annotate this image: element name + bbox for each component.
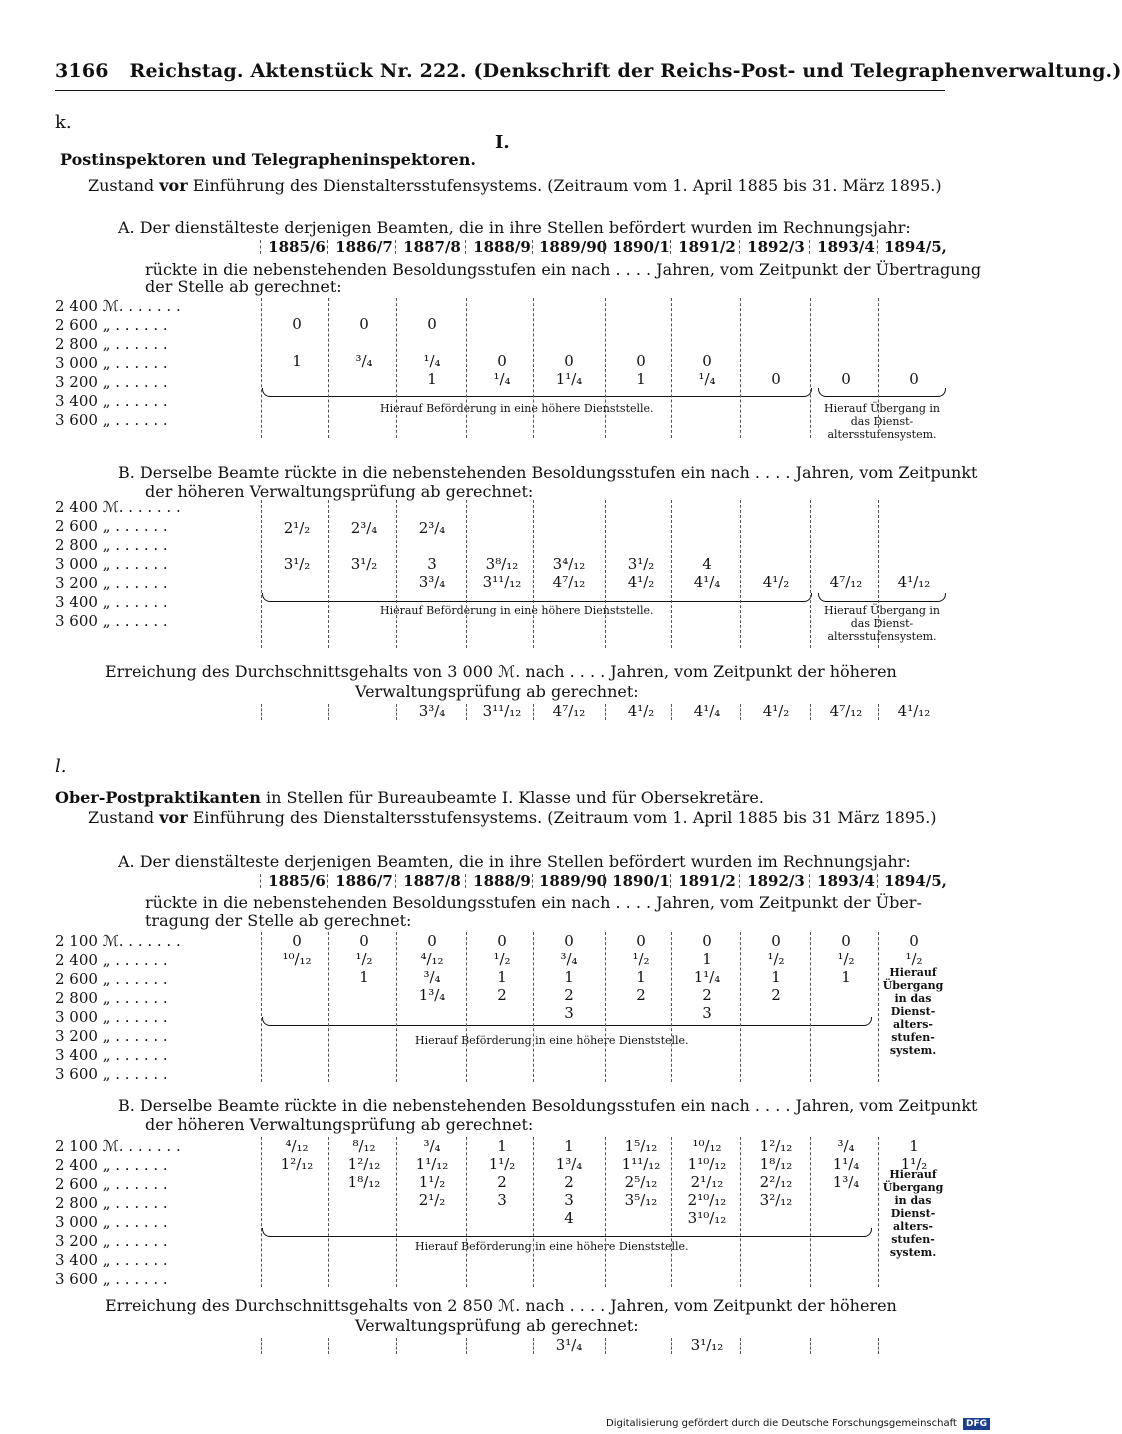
- k-b_rows-column-line: [740, 500, 741, 648]
- l-a_rows-cell: 0: [909, 932, 919, 950]
- k-level-5: 3 400 „ . . . . . .: [55, 593, 168, 611]
- k-a-brace-uebergang: [818, 388, 946, 397]
- k-a_rows-column-line: [605, 298, 606, 438]
- l-a_rows-cell: 0: [427, 932, 437, 950]
- k-year-9: 1894/5,: [884, 238, 947, 256]
- l-b_rows-cell: 2¹/₂: [418, 1191, 446, 1209]
- k-year-divider: [809, 240, 810, 254]
- l-year-1: 1886/7: [335, 872, 393, 890]
- k-b_rows-cell: 4⁷/₁₂: [552, 573, 586, 591]
- l-level-5: 3 200 „ . . . . . .: [55, 1232, 168, 1250]
- l-b_rows-cell: 2¹/₁₂: [690, 1173, 724, 1191]
- k-level-3: 3 000 „ . . . . . .: [55, 354, 168, 372]
- l-a_rows-column-line: [671, 932, 672, 1082]
- l-level-6: 3 400 „ . . . . . .: [55, 1046, 168, 1064]
- k-year-6: 1891/2: [678, 238, 736, 256]
- k-a_rows-cell: 0: [564, 352, 574, 370]
- k-avg-column-line: [466, 704, 467, 720]
- k-a_rows-cell: 1¹/₄: [555, 370, 583, 388]
- k-avg-column-line: [605, 704, 606, 720]
- k-level-3: 3 000 „ . . . . . .: [55, 555, 168, 573]
- l-year-divider: [260, 874, 261, 888]
- k-a-line2: rückte in die nebenstehenden Besoldungsstufen ein nach . . . . Jahren, vom Zeitpunkt der Übertragung: [145, 260, 982, 279]
- k-a_rows-cell: 0: [636, 352, 646, 370]
- k-year-3: 1888/9: [473, 238, 531, 256]
- l-level-1: 2 400 „ . . . . . .: [55, 1156, 168, 1174]
- k-a_rows-column-line: [878, 298, 879, 438]
- k-b-line2: der höheren Verwaltungsprüfung ab gerechnet:: [145, 482, 534, 501]
- l-year-divider: [327, 874, 328, 888]
- l-b_rows-cell: 1¹/₂: [900, 1155, 928, 1173]
- l-a_rows-cell: 1³/₄: [418, 986, 446, 1004]
- k-a_rows-cell: 0: [771, 370, 781, 388]
- l-a_rows-cell: 1: [497, 968, 507, 986]
- k-avg-cell: 4¹/₂: [627, 702, 655, 720]
- l-a_rows-column-line: [533, 932, 534, 1082]
- k-b_rows-cell: 4¹/₁₂: [897, 573, 931, 591]
- k-year-2: 1887/8: [403, 238, 461, 256]
- l-year-2: 1887/8: [403, 872, 461, 890]
- l-level-1: 2 400 „ . . . . . .: [55, 951, 168, 969]
- k-year-1: 1886/7: [335, 238, 393, 256]
- section-k-roman: I.: [495, 132, 510, 153]
- l-b_rows-cell: 2²/₁₂: [759, 1173, 793, 1191]
- l-year-3: 1888/9: [473, 872, 531, 890]
- l-b_rows-cell: 3⁵/₁₂: [624, 1191, 658, 1209]
- l-b_rows-column-line: [810, 1137, 811, 1287]
- k-b_rows-column-line: [671, 500, 672, 648]
- k-a_rows-cell: ³/₄: [355, 352, 373, 370]
- l-b-brace-befoerderung: [262, 1228, 872, 1237]
- k-year-divider: [739, 240, 740, 254]
- l-a_rows-cell: 1: [359, 968, 369, 986]
- k-year-divider: [327, 240, 328, 254]
- l-b_rows-column-line: [671, 1137, 672, 1287]
- l-a_rows-column-line: [328, 932, 329, 1082]
- k-a-note-befoerderung: Hierauf Beförderung in eine höhere Dienststelle.: [380, 402, 654, 415]
- k-year-0: 1885/6: [268, 238, 326, 256]
- k-level-5: 3 400 „ . . . . . .: [55, 392, 168, 410]
- l-avg-column-line: [466, 1338, 467, 1354]
- section-k-zustand: Zustand vor Einführung des Dienstaltersstufensystems. (Zeitraum vom 1. April 1885 bis 31. März 1895.): [88, 176, 942, 195]
- l-b_rows-cell: 1: [564, 1137, 574, 1155]
- l-a_rows-cell: 2: [702, 986, 712, 1004]
- l-a_rows-cell: ⁴/₁₂: [420, 950, 444, 968]
- l-avg-cell: 3¹/₁₂: [690, 1336, 724, 1354]
- l-level-7: 3 600 „ . . . . . .: [55, 1065, 168, 1083]
- k-year-divider: [532, 240, 533, 254]
- k-avg-column-line: [396, 704, 397, 720]
- l-level-6: 3 400 „ . . . . . .: [55, 1251, 168, 1269]
- l-avg-column-line: [533, 1338, 534, 1354]
- k-a-note-uebergang: Hierauf Übergang in das Dienst-altersstufensystem.: [824, 402, 940, 441]
- l-b_rows-column-line: [533, 1137, 534, 1287]
- l-a-line1: A. Der dienstälteste derjenigen Beamten, die in ihre Stellen befördert wurden im Rechnungsjahr:: [118, 852, 911, 871]
- k-a_rows-cell: 0: [702, 352, 712, 370]
- l-b_rows-cell: ³/₄: [423, 1137, 441, 1155]
- section-l-letter: l.: [55, 756, 67, 777]
- k-b_rows-column-line: [261, 500, 262, 648]
- l-b_rows-cell: 2⁵/₁₂: [624, 1173, 658, 1191]
- l-a-note-uebergang: Hierauf Übergang in das Dienst-alters-stufen-system.: [882, 966, 944, 1057]
- l-b_rows-column-line: [605, 1137, 606, 1287]
- k-b_rows-cell: 2¹/₂: [283, 519, 311, 537]
- l-year-8: 1893/4: [817, 872, 875, 890]
- l-b_rows-cell: 1⁸/₁₂: [347, 1173, 381, 1191]
- k-b_rows-column-line: [466, 500, 467, 648]
- l-b_rows-cell: 3: [564, 1191, 574, 1209]
- l-a_rows-cell: ¹/₂: [493, 950, 511, 968]
- l-avg-line1: Erreichung des Durchschnittsgehalts von 2 850 ℳ. nach . . . . Jahren, vom Zeitpunkt der höheren: [105, 1296, 897, 1315]
- dfg-logo: DFG: [963, 1418, 990, 1430]
- l-year-4: 1889/90: [539, 872, 608, 890]
- l-b_rows-cell: 1⁸/₁₂: [759, 1155, 793, 1173]
- l-a-note-befoerderung: Hierauf Beförderung in eine höhere Dienststelle.: [415, 1034, 689, 1047]
- k-avg-cell: 4¹/₁₂: [897, 702, 931, 720]
- l-b_rows-cell: ⁴/₁₂: [285, 1137, 309, 1155]
- l-b_rows-cell: ⁸/₁₂: [352, 1137, 376, 1155]
- section-k-letter: k.: [55, 112, 72, 133]
- k-b_rows-cell: 3³/₄: [418, 573, 446, 591]
- k-b-line1: B. Derselbe Beamte rückte in die nebenstehenden Besoldungsstufen ein nach . . . . Jahren, vom Zeitpunkt: [118, 463, 978, 482]
- l-a-line3: tragung der Stelle ab gerechnet:: [145, 911, 412, 930]
- l-year-divider: [877, 874, 878, 888]
- k-avg-cell: 4¹/₄: [693, 702, 721, 720]
- l-b_rows-cell: 2: [497, 1173, 507, 1191]
- page-number: 3166: [55, 60, 109, 82]
- k-avg-cell: 3³/₄: [418, 702, 446, 720]
- l-avg-column-line: [878, 1338, 879, 1354]
- l-a_rows-cell: 0: [636, 932, 646, 950]
- l-avg-column-line: [671, 1338, 672, 1354]
- header-title: Reichstag. Aktenstück Nr. 222. (Denkschrift der Reichs-Post- und Telegraphenverwaltung.): [129, 60, 1122, 82]
- k-a_rows-column-line: [810, 298, 811, 438]
- k-year-divider: [395, 240, 396, 254]
- l-level-3: 2 800 „ . . . . . .: [55, 1194, 168, 1212]
- k-b_rows-cell: 3⁸/₁₂: [485, 555, 519, 573]
- l-year-divider: [395, 874, 396, 888]
- l-b_rows-column-line: [328, 1137, 329, 1287]
- k-a-brace-befoerderung: [262, 388, 812, 397]
- k-b_rows-cell: 2³/₄: [418, 519, 446, 537]
- k-a_rows-column-line: [740, 298, 741, 438]
- l-b_rows-cell: 1²/₁₂: [759, 1137, 793, 1155]
- l-b_rows-cell: 3: [497, 1191, 507, 1209]
- l-a-line2: rückte in die nebenstehenden Besoldungsstufen ein nach . . . . Jahren, vom Zeitpunkt der Über-: [145, 893, 922, 912]
- section-k-heading: Postinspektoren und Telegrapheninspektoren.: [60, 150, 476, 169]
- k-b_rows-cell: 4¹/₂: [762, 573, 790, 591]
- l-b_rows-cell: 1¹/₂: [488, 1155, 516, 1173]
- l-level-2: 2 600 „ . . . . . .: [55, 1175, 168, 1193]
- k-year-7: 1892/3: [747, 238, 805, 256]
- l-b_rows-cell: 1¹/₂: [418, 1173, 446, 1191]
- l-a_rows-cell: ³/₄: [423, 968, 441, 986]
- k-year-divider: [465, 240, 466, 254]
- k-a_rows-column-line: [466, 298, 467, 438]
- l-level-4: 3 000 „ . . . . . .: [55, 1213, 168, 1231]
- l-b_rows-column-line: [261, 1137, 262, 1287]
- k-avg-column-line: [261, 704, 262, 720]
- l-a_rows-cell: 0: [702, 932, 712, 950]
- section-l-zustand: Zustand vor Einführung des Dienstaltersstufensystems. (Zeitraum vom 1. April 1885 bis 31 März 1895.): [88, 808, 937, 827]
- k-b_rows-cell: 3¹/₂: [627, 555, 655, 573]
- k-b_rows-column-line: [533, 500, 534, 648]
- k-year-8: 1893/4: [817, 238, 875, 256]
- l-level-4: 3 000 „ . . . . . .: [55, 1008, 168, 1026]
- l-a_rows-cell: 2: [564, 986, 574, 1004]
- l-a_rows-cell: 3: [702, 1004, 712, 1022]
- k-a_rows-cell: 1: [427, 370, 437, 388]
- l-b_rows-cell: 1¹¹/₁₂: [621, 1155, 661, 1173]
- l-a_rows-cell: 0: [359, 932, 369, 950]
- k-a_rows-cell: 1: [292, 352, 302, 370]
- l-a_rows-column-line: [878, 932, 879, 1082]
- k-a_rows-cell: 0: [359, 315, 369, 333]
- k-a-line1: A. Der dienstälteste derjenigen Beamten, die in ihre Stellen befördert wurden im Rechnungsjahr:: [118, 218, 911, 237]
- l-b_rows-column-line: [466, 1137, 467, 1287]
- l-a_rows-cell: 1: [771, 968, 781, 986]
- k-b_rows-cell: 4⁷/₁₂: [829, 573, 863, 591]
- l-b_rows-column-line: [878, 1137, 879, 1287]
- k-avg-cell: 4¹/₂: [762, 702, 790, 720]
- k-avg-column-line: [328, 704, 329, 720]
- k-level-0: 2 400 ℳ. . . . . . .: [55, 498, 181, 516]
- l-a_rows-cell: 1: [702, 950, 712, 968]
- l-level-3: 2 800 „ . . . . . .: [55, 989, 168, 1007]
- l-a_rows-column-line: [810, 932, 811, 1082]
- l-a_rows-column-line: [261, 932, 262, 1082]
- l-avg-cell: 3¹/₄: [555, 1336, 583, 1354]
- k-a_rows-cell: ¹/₄: [423, 352, 441, 370]
- l-a_rows-column-line: [466, 932, 467, 1082]
- k-avg-line2: Verwaltungsprüfung ab gerechnet:: [355, 682, 639, 701]
- l-a_rows-cell: ¹/₂: [355, 950, 373, 968]
- l-a_rows-cell: 0: [841, 932, 851, 950]
- k-b_rows-cell: 2³/₄: [350, 519, 378, 537]
- l-a_rows-cell: 2: [636, 986, 646, 1004]
- l-year-6: 1891/2: [678, 872, 736, 890]
- k-level-2: 2 800 „ . . . . . .: [55, 536, 168, 554]
- l-b_rows-column-line: [740, 1137, 741, 1287]
- l-year-divider: [465, 874, 466, 888]
- l-year-9: 1894/5,: [884, 872, 947, 890]
- k-a_rows-column-line: [328, 298, 329, 438]
- l-a_rows-cell: ¹/₂: [837, 950, 855, 968]
- l-avg-column-line: [740, 1338, 741, 1354]
- k-b_rows-cell: 3⁴/₁₂: [552, 555, 586, 573]
- k-b_rows-column-line: [605, 500, 606, 648]
- k-level-0: 2 400 ℳ. . . . . . .: [55, 297, 181, 315]
- k-avg-cell: 3¹¹/₁₂: [482, 702, 522, 720]
- l-avg-line2: Verwaltungsprüfung ab gerechnet:: [355, 1316, 639, 1335]
- l-level-2: 2 600 „ . . . . . .: [55, 970, 168, 988]
- k-b_rows-cell: 3¹/₂: [283, 555, 311, 573]
- l-a_rows-cell: ³/₄: [560, 950, 578, 968]
- l-year-7: 1892/3: [747, 872, 805, 890]
- k-b-brace-befoerderung: [262, 593, 812, 602]
- page-header: [55, 60, 1122, 82]
- l-b_rows-cell: 1³/₄: [555, 1155, 583, 1173]
- k-a_rows-cell: 0: [909, 370, 919, 388]
- section-l-heading: Ober-Postpraktikanten in Stellen für Bureaubeamte I. Klasse und für Obersekretäre.: [55, 788, 764, 807]
- k-b_rows-cell: 4: [702, 555, 712, 573]
- k-avg-column-line: [878, 704, 879, 720]
- l-a_rows-cell: 0: [771, 932, 781, 950]
- l-a_rows-cell: 1¹/₄: [693, 968, 721, 986]
- k-level-6: 3 600 „ . . . . . .: [55, 411, 168, 429]
- l-b_rows-cell: 2¹⁰/₁₂: [687, 1191, 727, 1209]
- l-b-line1: B. Derselbe Beamte rückte in die nebenstehenden Besoldungsstufen ein nach . . . . Jahren, vom Zeitpunkt: [118, 1096, 978, 1115]
- l-a_rows-cell: 0: [564, 932, 574, 950]
- l-a_rows-cell: 0: [497, 932, 507, 950]
- k-year-divider: [877, 240, 878, 254]
- l-b_rows-cell: 1: [497, 1137, 507, 1155]
- l-b_rows-cell: ³/₄: [837, 1137, 855, 1155]
- k-level-6: 3 600 „ . . . . . .: [55, 612, 168, 630]
- footer-text: Digitalisierung gefördert durch die Deutsche Forschungsgemeinschaft: [606, 1418, 957, 1429]
- k-level-1: 2 600 „ . . . . . .: [55, 517, 168, 535]
- l-a_rows-cell: 1: [564, 968, 574, 986]
- l-a_rows-cell: 3: [564, 1004, 574, 1022]
- k-avg-column-line: [533, 704, 534, 720]
- k-avg-column-line: [740, 704, 741, 720]
- l-avg-column-line: [810, 1338, 811, 1354]
- k-a_rows-column-line: [261, 298, 262, 438]
- l-b-note-uebergang: Hierauf Übergang in das Dienst-alters-stufen-system.: [882, 1168, 944, 1259]
- l-a_rows-cell: ¹/₂: [632, 950, 650, 968]
- k-a_rows-cell: ¹/₄: [698, 370, 716, 388]
- k-a_rows-cell: 1: [636, 370, 646, 388]
- l-b_rows-cell: 1¹/₄: [832, 1155, 860, 1173]
- header-rule: [55, 90, 945, 91]
- l-b_rows-cell: 3¹⁰/₁₂: [687, 1209, 727, 1227]
- l-b_rows-cell: ¹⁰/₁₂: [692, 1137, 722, 1155]
- k-b_rows-cell: 3: [427, 555, 437, 573]
- k-a-line3: der Stelle ab gerechnet:: [145, 277, 342, 296]
- k-year-5: 1890/1: [612, 238, 670, 256]
- l-year-divider: [809, 874, 810, 888]
- l-a_rows-cell: ¹/₂: [767, 950, 785, 968]
- k-b_rows-column-line: [396, 500, 397, 648]
- l-b_rows-cell: 1²/₁₂: [347, 1155, 381, 1173]
- l-b_rows-cell: 1⁵/₁₂: [624, 1137, 658, 1155]
- l-avg-column-line: [261, 1338, 262, 1354]
- k-level-4: 3 200 „ . . . . . .: [55, 373, 168, 391]
- k-a_rows-cell: 0: [841, 370, 851, 388]
- l-a_rows-column-line: [605, 932, 606, 1082]
- l-a_rows-cell: 1: [841, 968, 851, 986]
- k-a_rows-column-line: [671, 298, 672, 438]
- k-avg-column-line: [671, 704, 672, 720]
- l-level-7: 3 600 „ . . . . . .: [55, 1270, 168, 1288]
- k-b-note-uebergang: Hierauf Übergang in das Dienst-altersstufensystem.: [824, 604, 940, 643]
- l-b_rows-cell: 3²/₁₂: [759, 1191, 793, 1209]
- l-avg-column-line: [396, 1338, 397, 1354]
- l-b_rows-cell: 1¹/₁₂: [415, 1155, 449, 1173]
- l-a_rows-column-line: [396, 932, 397, 1082]
- footer: [606, 1418, 990, 1430]
- l-b_rows-cell: 4: [564, 1209, 574, 1227]
- l-avg-column-line: [328, 1338, 329, 1354]
- l-a_rows-cell: 0: [292, 932, 302, 950]
- k-b_rows-cell: 3¹¹/₁₂: [482, 573, 522, 591]
- l-b_rows-column-line: [396, 1137, 397, 1287]
- k-a_rows-cell: 0: [427, 315, 437, 333]
- k-b-note-befoerderung: Hierauf Beförderung in eine höhere Dienststelle.: [380, 604, 654, 617]
- l-level-5: 3 200 „ . . . . . .: [55, 1027, 168, 1045]
- k-a_rows-column-line: [396, 298, 397, 438]
- l-a_rows-cell: 1: [636, 968, 646, 986]
- l-b_rows-cell: 1³/₄: [832, 1173, 860, 1191]
- l-year-divider: [670, 874, 671, 888]
- l-a_rows-cell: 2: [497, 986, 507, 1004]
- l-a_rows-column-line: [740, 932, 741, 1082]
- k-a_rows-column-line: [533, 298, 534, 438]
- k-b_rows-cell: 4¹/₂: [627, 573, 655, 591]
- l-b_rows-cell: 1¹⁰/₁₂: [687, 1155, 727, 1173]
- k-level-4: 3 200 „ . . . . . .: [55, 574, 168, 592]
- l-year-divider: [739, 874, 740, 888]
- l-year-divider: [604, 874, 605, 888]
- k-avg-column-line: [810, 704, 811, 720]
- k-a_rows-cell: 0: [497, 352, 507, 370]
- l-year-5: 1890/1: [612, 872, 670, 890]
- k-avg-cell: 4⁷/₁₂: [829, 702, 863, 720]
- k-year-4: 1889/90: [539, 238, 608, 256]
- l-a_rows-cell: ¹⁰/₁₂: [282, 950, 312, 968]
- l-level-0: 2 100 ℳ. . . . . . .: [55, 932, 181, 950]
- l-year-divider: [532, 874, 533, 888]
- l-avg-column-line: [605, 1338, 606, 1354]
- k-b_rows-column-line: [810, 500, 811, 648]
- l-a_rows-cell: ¹/₂: [905, 950, 923, 968]
- l-level-0: 2 100 ℳ. . . . . . .: [55, 1137, 181, 1155]
- l-b-note-befoerderung: Hierauf Beförderung in eine höhere Dienststelle.: [415, 1240, 689, 1253]
- l-b_rows-cell: 2: [564, 1173, 574, 1191]
- k-a_rows-cell: ¹/₄: [493, 370, 511, 388]
- l-b-line2: der höheren Verwaltungsprüfung ab gerechnet:: [145, 1115, 534, 1134]
- k-b_rows-cell: 3¹/₂: [350, 555, 378, 573]
- l-b_rows-cell: 1: [909, 1137, 919, 1155]
- k-level-1: 2 600 „ . . . . . .: [55, 316, 168, 334]
- k-year-divider: [604, 240, 605, 254]
- k-b_rows-column-line: [878, 500, 879, 648]
- k-b_rows-cell: 4¹/₄: [693, 573, 721, 591]
- l-year-0: 1885/6: [268, 872, 326, 890]
- k-avg-line1: Erreichung des Durchschnittsgehalts von 3 000 ℳ. nach . . . . Jahren, vom Zeitpunkt der höheren: [105, 662, 897, 681]
- k-a_rows-cell: 0: [292, 315, 302, 333]
- k-b_rows-column-line: [328, 500, 329, 648]
- l-b_rows-cell: 1²/₁₂: [280, 1155, 314, 1173]
- l-a_rows-cell: 2: [771, 986, 781, 1004]
- k-year-divider: [670, 240, 671, 254]
- k-year-divider: [260, 240, 261, 254]
- k-avg-cell: 4⁷/₁₂: [552, 702, 586, 720]
- k-level-2: 2 800 „ . . . . . .: [55, 335, 168, 353]
- k-b-brace-uebergang: [818, 593, 946, 602]
